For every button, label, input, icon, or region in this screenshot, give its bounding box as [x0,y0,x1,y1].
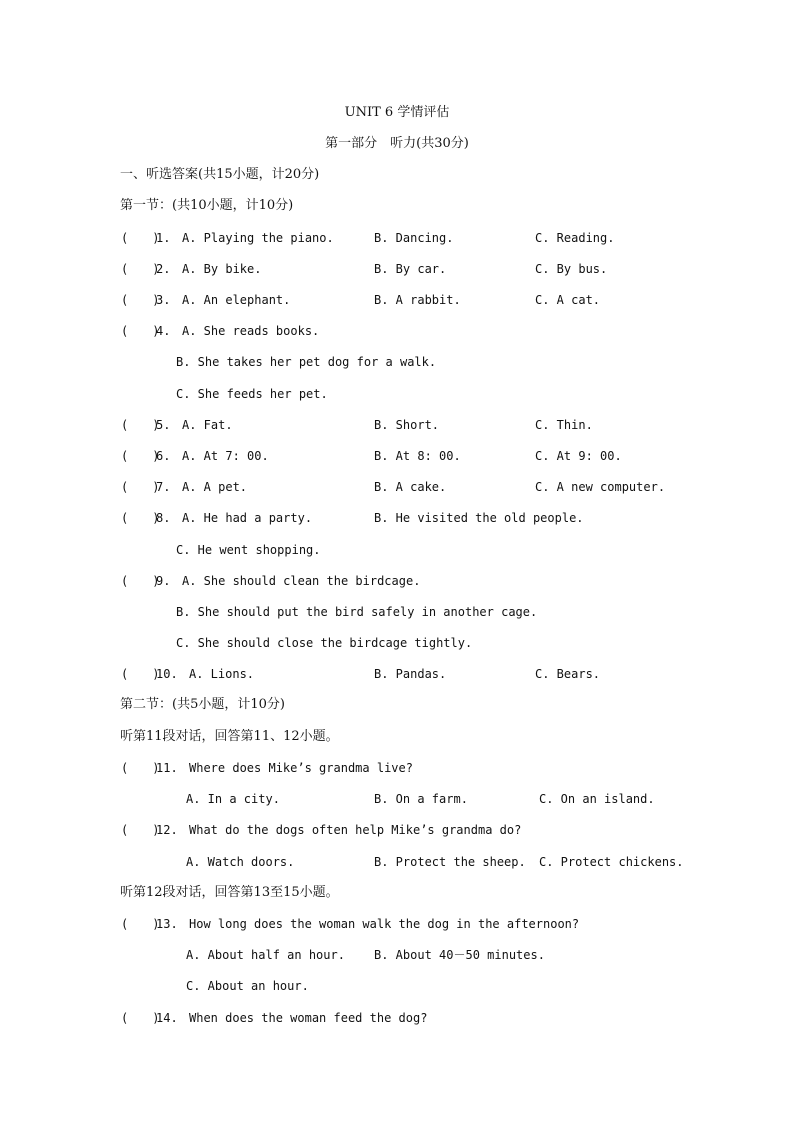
answer-blank[interactable]: ( ) [121,574,160,588]
option-c: C. Bears. [535,667,601,681]
answer-blank[interactable]: ( ) [121,761,160,775]
question-number: 7. [156,480,171,494]
question-number: 13. [156,917,178,931]
option-a: A. She should clean the birdcage. [182,574,421,588]
answer-blank[interactable]: ( ) [121,418,160,432]
option-a: A. In a city. [186,792,280,806]
option-a: A. At 7: 00. [182,449,269,463]
option-c: C. A new computer. [535,480,666,494]
answer-blank[interactable]: ( ) [121,231,160,245]
question-text: How long does the woman walk the dog in the afternoon? [189,917,580,931]
answer-blank[interactable]: ( ) [121,823,160,837]
option-c: C. On an island. [539,792,655,806]
question-number: 4. [156,324,171,338]
option-a: A. He had a party. [182,511,313,525]
question-number: 10. [156,667,178,681]
option-b: B. She should put the bird safely in another cage. [176,605,538,619]
option-b: B. A cake. [374,480,447,494]
question-number: 12. [156,823,178,837]
question-number: 9. [156,574,171,588]
option-b: B. At 8: 00. [374,449,461,463]
option-c: C. A cat. [535,293,601,307]
option-a: A. A pet. [182,480,248,494]
question-number: 3. [156,293,171,307]
answer-blank[interactable]: ( ) [121,917,160,931]
answer-blank[interactable]: ( ) [121,449,160,463]
option-a: A. About half an hour. [186,948,345,962]
option-c: C. He went shopping. [176,543,321,557]
question-number: 8. [156,511,171,525]
option-c: C. By bus. [535,262,608,276]
option-c: C. Reading. [535,231,615,245]
option-a: A. Lions. [189,667,255,681]
answer-blank[interactable]: ( ) [121,293,160,307]
question-number: 5. [156,418,171,432]
subsection-heading-2: 第二节：(共5小题，计10分) [120,697,285,712]
option-b: B. Protect the sheep. [374,855,526,869]
option-c: C. At 9: 00. [535,449,622,463]
question-number: 11. [156,761,178,775]
question-text: Where does Mike’s grandma live? [189,761,413,775]
option-b: B. About 40－50 minutes. [374,948,545,962]
option-c: C. She feeds her pet. [176,387,328,401]
question-text: When does the woman feed the dog? [189,1011,428,1025]
question-number: 14. [156,1011,178,1025]
answer-blank[interactable]: ( ) [121,1011,160,1025]
option-b: B. He visited the old people. [374,511,584,525]
page-title: UNIT 6 学情评估 [344,105,450,120]
section-heading: 一、听选答案(共15小题，计20分) [120,167,320,182]
subsection-heading-1: 第一节：(共10小题，计10分) [120,198,294,213]
option-a: A. Playing the piano. [182,231,334,245]
option-c: C. Protect chickens. [539,855,684,869]
option-b: B. By car. [374,262,447,276]
option-b: B. She takes her pet dog for a walk. [176,355,437,369]
answer-blank[interactable]: ( ) [121,667,160,681]
option-a: A. An elephant. [182,293,291,307]
option-b: B. Short. [374,418,440,432]
option-a: A. By bike. [182,262,262,276]
option-c: C. About an hour. [186,979,309,993]
option-b: B. Dancing. [374,231,454,245]
option-c: C. She should close the birdcage tightly. [176,636,473,650]
option-b: B. A rabbit. [374,293,461,307]
option-b: B. On a farm. [374,792,468,806]
question-number: 6. [156,449,171,463]
option-a: A. Watch doors. [186,855,295,869]
answer-blank[interactable]: ( ) [121,480,160,494]
option-b: B. Pandas. [374,667,447,681]
option-a: A. She reads books. [182,324,320,338]
part-heading: 第一部分 听力(共30分) [325,136,469,151]
question-number: 2. [156,262,171,276]
option-a: A. Fat. [182,418,233,432]
dialogue-instruction: 听第11段对话，回答第11、12小题。 [120,729,339,744]
dialogue-instruction: 听第12段对话，回答第13至15小题。 [120,885,339,900]
answer-blank[interactable]: ( ) [121,511,160,525]
answer-blank[interactable]: ( ) [121,262,160,276]
answer-blank[interactable]: ( ) [121,324,160,338]
question-number: 1. [156,231,171,245]
option-c: C. Thin. [535,418,593,432]
question-text: What do the dogs often help Mike’s grandma do? [189,823,522,837]
